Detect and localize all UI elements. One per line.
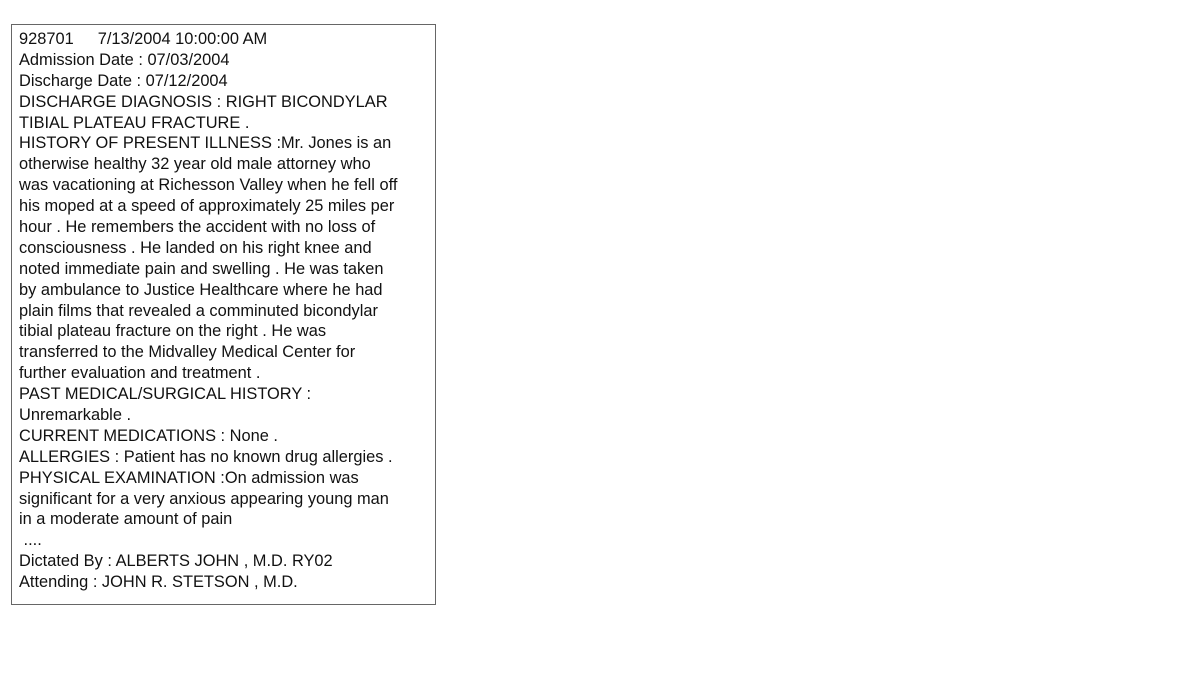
- ellipsis-line: ....: [19, 531, 42, 550]
- history-line: further evaluation and treatment .: [19, 364, 261, 383]
- history-line: noted immediate pain and swelling . He was taken: [19, 259, 384, 278]
- history-line: HISTORY OF PRESENT ILLNESS :Mr. Jones is an: [19, 134, 392, 153]
- history-line: hour . He remembers the accident with no loss of: [19, 218, 376, 237]
- discharge-diagnosis-line: DISCHARGE DIAGNOSIS : RIGHT BICONDYLAR: [19, 92, 388, 111]
- history-line: by ambulance to Justice Healthcare where he had: [19, 280, 383, 299]
- discharge-summary-document: [11, 24, 436, 605]
- attending-line: Attending : JOHN R. STETSON , M.D.: [19, 573, 298, 592]
- record-header-line: [19, 29, 435, 50]
- history-line: was vacationing at Richesson Valley when he fell off: [19, 176, 398, 195]
- record-datetime: 7/13/2004 10:00:00 AM: [97, 30, 268, 48]
- history-line: transferred to the Midvalley Medical Center for: [19, 343, 356, 362]
- history-line: consciousness . He landed on his right knee and: [19, 238, 372, 257]
- discharge-diagnosis-line: TIBIAL PLATEAU FRACTURE .: [19, 113, 250, 132]
- past-history-line: PAST MEDICAL/SURGICAL HISTORY :: [19, 385, 312, 404]
- allergies-line: ALLERGIES : Patient has no known drug allergies .: [19, 447, 393, 466]
- physical-exam-line: in a moderate amount of pain: [19, 510, 233, 529]
- dictated-by-line: Dictated By : ALBERTS JOHN , M.D. RY02: [19, 552, 333, 571]
- discharge-date-line: Discharge Date : 07/12/2004: [19, 71, 228, 90]
- history-line: tibial plateau fracture on the right . He was: [19, 322, 327, 341]
- history-line: his moped at a speed of approximately 25 miles per: [19, 197, 395, 216]
- history-line: otherwise healthy 32 year old male attorney who: [19, 155, 371, 174]
- current-medications-line: CURRENT MEDICATIONS : None .: [19, 426, 278, 445]
- history-line: plain films that revealed a comminuted bicondylar: [19, 301, 378, 320]
- past-history-line: Unremarkable .: [19, 406, 132, 425]
- record-id: 928701: [19, 30, 74, 48]
- physical-exam-line: PHYSICAL EXAMINATION :On admission was: [19, 468, 359, 487]
- admission-date-line: Admission Date : 07/03/2004: [19, 50, 230, 69]
- physical-exam-line: significant for a very anxious appearing young man: [19, 489, 389, 508]
